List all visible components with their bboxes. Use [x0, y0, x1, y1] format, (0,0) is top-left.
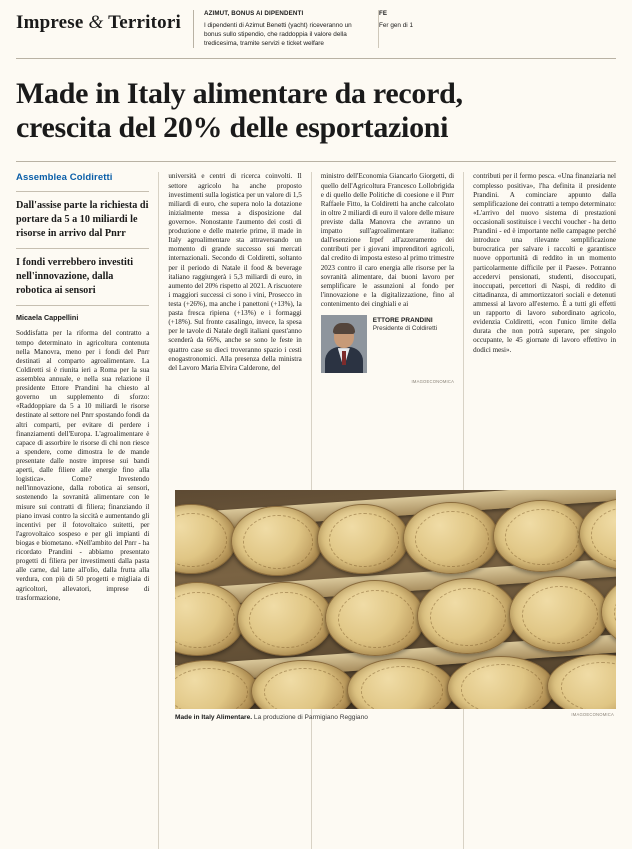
paragraph: università e centri di ricerca coinvolti. Il settore agricolo ha anche proposto investimenti sulla logistica per un valore di 1,5 miliardi di euro, che supera nolo la dotazione inizialmente messa a disposizione dal governo». Nonostante l'aumento dei costi di produzione e delle materie prime, il made in Italy agroalimentare sta attraversando un momento di grande successo sui mercati internazionali. Secondo di Coldiretti, soltanto per il periodo di Natale il food & beverage italiano raggiungerà i 5,3 miliardi di euro, in aumento del 20% rispetto al 2021. A riscuotere i maggiori successi ci sono i vini, Prosecco in testa (+26%), ma anche i panettoni (+13%), la pasta fresca ripiena (+13%) e i formaggi (+18%). Sul fronte casalingo, invece, la spesa per le tavole di Natale degli italiani quest'anno scenderà da 66%, anche se sono le feste in quattro case su dieci troveranno spazio i cesti enogastronomici. Alla presenza della ministra del Lavoro Maria Elvira Calderone, del: [168, 172, 302, 372]
kicker-divider: [16, 191, 149, 192]
portrait-name: ETTORE PRANDINI: [372, 317, 433, 325]
portrait-caption: [373, 315, 437, 334]
byline-divider: [16, 305, 149, 306]
brief-text: I dipendenti di Azimut Benetti (yacht) riceveranno un bonus sullo stipendio, che raddoppia il valore della tredicesima, tramite servizi e ticket welfare: [203, 21, 352, 47]
photo-caption-bold: Made in Italy Alimentare.: [175, 714, 253, 721]
column-1-text: [16, 329, 149, 849]
article-photo-block: [175, 490, 616, 733]
article-kicker[interactable]: Assemblea Coldiretti: [16, 172, 113, 184]
section-title: [16, 10, 193, 34]
cheese-wheels-photo: [175, 490, 616, 709]
standfirst-1: Dall'assise parte la richiesta di portare da 5 a 10 miliardi le risorse in arrivo dal Pnrr: [16, 200, 149, 239]
column-1: [16, 172, 159, 849]
brief-text: Fer gen di 1: [378, 21, 414, 29]
column-3-text: [321, 172, 454, 309]
page-headline: [16, 77, 616, 145]
portrait-block: [321, 315, 454, 373]
photo-caption: [175, 709, 616, 721]
article-byline[interactable]: Micaela Cappellini: [16, 313, 79, 323]
masthead-divider: [16, 58, 616, 59]
photo-caption-text: La produzione di Parmigiano Reggiano: [253, 714, 368, 721]
standfirst-divider: [16, 248, 149, 249]
column-4-text: [473, 172, 616, 354]
masthead: [16, 0, 616, 54]
portrait-role: Presidente di Coldiretti: [372, 325, 438, 333]
paragraph: Soddisfatta per la riforma del contratto a tempo determinato in agricoltura contenuta nella Manovra, meno per i fondi del Pnrr destinati al comparto agroalimentare. La Coldiretti si è riunita ieri a Roma per la sua assemblea annuale, e nella sua relazione il presidente Ettore Prandini ha chiesto al governo un supplemento di sforzo: «Raddoppiare da 5 a 10 miliardi le risorse destinate al settore nel Pnrr spostando fondi da altri comparti, per evitare di perdere i finanziamenti dell'Europa. L'agroalimentare è capace di assorbire le risorse di chi non riesce a spendere, come dimostra le de mande presentate dalle nostre imprese sui bandi aperti, dalle filiere alle energie fino alla logistica». Come? Investendo nell'innovazione, dalla robotica ai sensori, sostenendo la sovranità alimentare con le misure sui contratti di filiera; finanziando il piano invasi contro la siccità e aumentando gli incentivi per il fotovoltaico suitetti, per l'agrovoltaico sospeso e per gli impianti di biogas e biometano. «Nell'ambito del Pnrr - ha ricordato Prandini - abbiamo presentato progetti di filiera per investimenti dalla pasta alle carne, dal latte all'olio, dalla frutta alla verdura, con più di 50 progetti e migliaia di agricoltori, allevatori, imprese di trasformazione,: [16, 329, 150, 602]
headline-line-1: Made in Italy alimentare da record,: [16, 77, 463, 111]
section-title-ampersand: &: [88, 12, 104, 33]
brief-item[interactable]: [379, 10, 471, 48]
photo-credit: IMAGOECONOMICA: [571, 712, 614, 717]
brief-heading: FE: [378, 10, 388, 17]
brief-item[interactable]: [204, 10, 379, 48]
headline-divider: [16, 161, 616, 162]
masthead-briefs: [193, 10, 616, 48]
section-title-second: Territori: [108, 12, 181, 33]
section-title-main: Imprese: [16, 12, 84, 33]
portrait-credit: IMAGOECONOMICA: [411, 379, 455, 385]
standfirst-2: I fondi verrebbero investiti nell'innovazione, dalla robotica ai sensori: [16, 257, 134, 296]
column-2-text: [168, 172, 301, 372]
headline-line-2: crescita del 20% delle esportazioni: [16, 111, 449, 145]
portrait-photo: [321, 315, 367, 373]
paragraph: contributi per il fermo pesca. «Una finanziaria nel complesso positiva», l'ha definita il presidente Prandini. A cominciare appunto dalla semplificazione dei contratti a tempo determinato: «L'arrivo del nuovo sistema di prestazioni occasionali sostituisce i vecchi voucher - ha detto Prandini - ed è importante nelle campagne perché introduce una rilevante semplificazione burocratica per salvare i raccolti e garantisce nuove opportunità di reddito in un momento particolarmente difficile per il Paese». Potranno accedervi pensionati, studenti, disoccupati, inoccupati, percettori di Naspi, di reddito di cittadinanza, di ammortizzatori sociali e detenuti ammessi al lavoro all'esterno. È a tutti gli effetti un rapporto di lavoro subordinato agricolo, evidenzia Coldiretti, «con l'unico limite della durata che non potrà superare, per singolo occupante, le 45 giornate di lavoro effettivo in dodici mesi».: [473, 172, 617, 354]
paragraph: ministro dell'Economia Giancarlo Giorgetti, di quello dell'Agricoltura Francesco Lollobrigida e di quello delle Politiche di coesione e il Pnrr Raffaele Fitto, la Coldiretti ha anche calcolato in oltre 2 miliardi di euro il valore delle misure previste dalla Manovra che avranno un impatto sull'agroalimentare italiano: dall'esenzione Irpef all'azzeramento dei contributi per i giovani imprenditori agricoli, dal credito di imposta esteso al primo trimestre 2023 contro il caro energia alle risorse per la sovranità alimentare, dai buoni lavoro per semplificare le assunzioni al fondo per l'innovazione e la digitalizzazione, fino al contenimento dei cinghiali e ai: [320, 172, 455, 308]
brief-heading: AZIMUT, BONUS AI DIPENDENTI: [203, 10, 304, 17]
